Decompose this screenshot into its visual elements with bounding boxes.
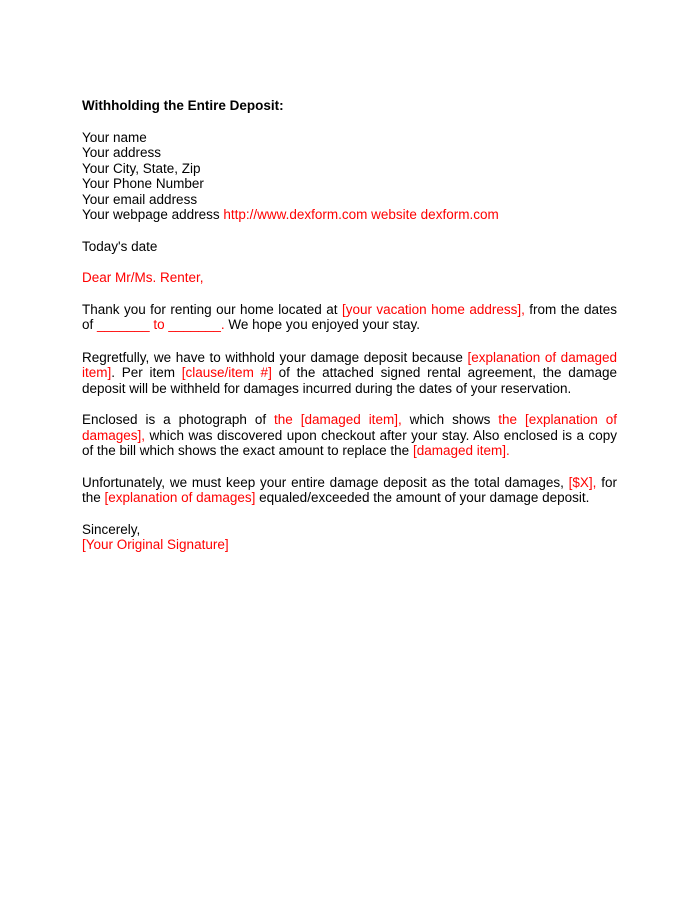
sender-phone: Your Phone Number: [82, 176, 204, 191]
p4-placeholder-amount: [$X],: [568, 474, 597, 490]
p1-placeholder-dates: _______ to _______.: [97, 317, 225, 332]
p3-placeholder-item: the [damaged item],: [274, 412, 402, 427]
p1-text-3: We hope you enjoyed your stay.: [224, 317, 421, 332]
p1-text-2: from the dates of: [82, 301, 617, 332]
p4-placeholder-explanation: [explanation of damages]: [104, 490, 256, 505]
p4-text-2: for the: [82, 474, 617, 505]
p3-text-3: which was discovered upon checkout after your stay. Also enclosed is a copy of the bill which shows the exact amount to replace the: [82, 427, 617, 458]
signature-placeholder: [Your Original Signature]: [82, 537, 229, 552]
webpage-link[interactable]: http://www.dexform.com website dexform.com: [223, 207, 499, 222]
sender-city-state-zip: Your City, State, Zip: [82, 160, 201, 176]
p2-placeholder-explanation: [explanation of damaged item]: [82, 349, 617, 380]
p3-text-1: Enclosed is a photograph of: [82, 412, 275, 427]
p2-text-1: Regretfully, we have to withhold your damage deposit because: [82, 349, 468, 365]
p3-placeholder-item-2: [damaged item].: [412, 443, 510, 458]
sender-name: Your name: [82, 129, 147, 145]
sender-address: Your address: [82, 145, 162, 160]
closing: Sincerely,: [82, 521, 141, 537]
p3-text-2: which shows: [401, 412, 499, 427]
paragraph-4: [82, 475, 617, 506]
paragraph-3: [82, 412, 617, 459]
p4-text-3: equaled/exceeded the amount of your damage deposit.: [255, 490, 590, 505]
p2-placeholder-clause: [clause/item #]: [181, 365, 272, 380]
paragraph-1: [82, 302, 617, 333]
salutation: Dear Mr/Ms. Renter,: [82, 270, 204, 285]
webpage-label: Your webpage address: [82, 207, 224, 222]
sender-webpage: [82, 207, 617, 223]
p3-placeholder-explanation: the [explanation of damages],: [82, 412, 617, 443]
closing-block: [82, 522, 617, 553]
p4-text-1: Unfortunately, we must keep your entire damage deposit as the total damages,: [82, 474, 569, 490]
p1-text-1: Thank you for renting our home located at: [82, 301, 342, 317]
p2-text-3: of the attached signed rental agreement, the damage deposit will be withheld for damages incurred during the dates of your reservation.: [82, 365, 618, 396]
letter-page: [82, 98, 617, 553]
sender-block: [82, 130, 617, 223]
paragraph-2: [82, 350, 617, 397]
sender-email: Your email address: [82, 191, 198, 207]
p1-placeholder-address: [your vacation home address],: [341, 301, 525, 317]
letter-title: Withholding the Entire Deposit:: [82, 98, 284, 113]
p2-text-2: . Per item: [111, 365, 182, 380]
letter-date: Today's date: [82, 238, 158, 254]
